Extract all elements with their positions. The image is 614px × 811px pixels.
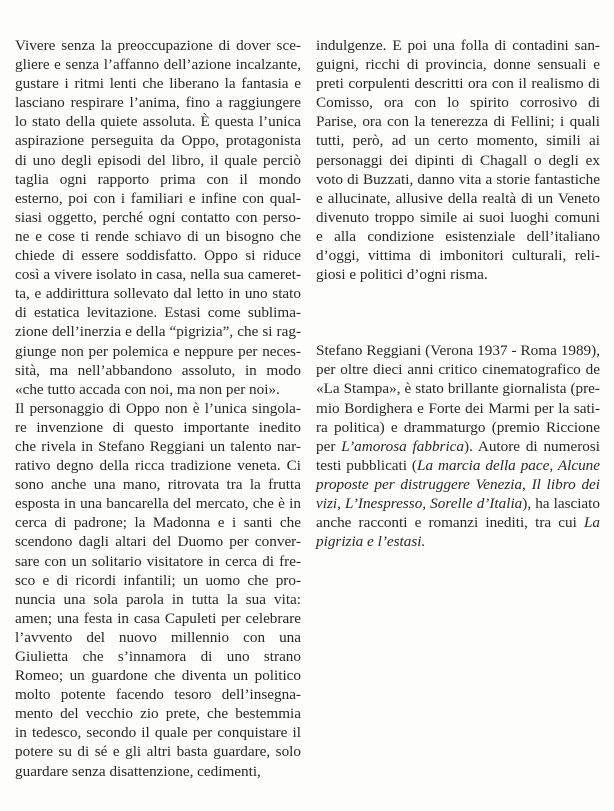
bio-line: «La Stampa», è stato brillante giornalista (pre- [316, 380, 600, 398]
text-line: potere su di sé e gli altri basta guardare, solo [15, 743, 301, 761]
text-line: aspirazione perseguita da Oppo, protagonista [15, 132, 301, 150]
bio-text: ). Autore di numerosi [464, 437, 600, 455]
text-line: e allucinate, allusive della realtà di un Veneto [316, 189, 600, 207]
bio-text: per [316, 437, 342, 455]
text-line: Il personaggio di Oppo non è l’unica singola- [15, 399, 301, 417]
text-line: così a vivere isolato in casa, nella sua cameret- [15, 266, 301, 284]
right-column [316, 36, 600, 551]
text-line: e alla condizione esistenziale dell’italiano [316, 227, 600, 245]
bio-line [316, 494, 600, 513]
text-line: nuncia una sola parola in tutta la sua vita: [15, 590, 301, 608]
text-line: re invenzione di questo importante inedito [15, 418, 301, 436]
bio-text: testi pubblicati ( [316, 456, 417, 474]
text-line: «che tutto accada con noi, ma non per noi». [15, 380, 280, 398]
text-line: siasi oggetto, perché ogni contatto con perso- [15, 208, 301, 226]
text-line: in tedesco, secondo il quale per conquistare il [15, 724, 301, 742]
text-line: giunge non per polemica e neppure per neces- [15, 342, 301, 360]
work-title: pigrizia e l’estasi. [316, 533, 426, 551]
bio-line: per oltre dieci anni critico cinematografico de [316, 361, 600, 379]
bio-line: mio Bordighera e Forte dei Marmi per la sati- [316, 399, 600, 417]
left-column [15, 36, 301, 781]
text-line: sco e di ricordi infantili; un uomo che pro- [15, 571, 301, 589]
text-line: ta, e addirittura sollevato dal letto in uno stato [15, 285, 301, 303]
text-line: scendono dagli altari del Duomo per conver- [15, 533, 301, 551]
text-line: lo stato della quiete assoluta. È questa l’unica [15, 113, 301, 131]
text-line: di uno degli episodi del libro, il quale perciò [15, 151, 301, 169]
bio-line [316, 437, 600, 456]
text-line: divenuto troppo simile ai suoi luoghi comuni [316, 208, 600, 226]
text-line: che rivela in Stefano Reggiani un talento nar- [15, 437, 301, 455]
text-line: di estatica levitazione. Estasi come sublima- [15, 304, 301, 322]
bio-line [316, 456, 600, 475]
bio-line [316, 475, 600, 494]
bio-text: ), ha lasciato [522, 494, 600, 512]
text-line: lasciano respirare l’anima, fino a raggiungere [15, 94, 301, 112]
text-line: Parise, ora con la tenerezza di Fellini; i quali [316, 113, 600, 131]
text-line: molto potente facendo tesoro dell’insegna- [15, 686, 301, 704]
text-line: voto di Buzzati, danno vita a storie fantastiche [316, 170, 600, 188]
text-line: zione dell’inerzia e della “pigrizia”, che si rag- [15, 323, 301, 341]
text-line: Vivere senza la preoccupazione di dover sce- [15, 37, 301, 54]
bio-line [316, 532, 600, 551]
text-line: tutti, però, ad un certo momento, simili ai [316, 132, 600, 150]
text-line: sono anche una mano, ritrovata tra la frutta [15, 476, 301, 494]
text-line: sare con un solitario visitatore in cerca di fre- [15, 552, 301, 570]
bio-text: anche racconti e romanzi inediti, tra cui [316, 514, 584, 532]
text-line: rativo degno della ricca tradizione veneta. Ci [15, 457, 301, 475]
bio-line: ra politica) e drammaturgo (premio Riccione [316, 418, 600, 436]
text-line: Comisso, ora con lo spirito corrosivo di [316, 94, 600, 112]
text-line: sità, ma nell’abbandono assoluto, in modo [15, 361, 301, 379]
text-line: Giulietta che s’innamora di uno strano [15, 648, 301, 665]
text-line: chiede di essere soddisfatto. Oppo si riduce [15, 247, 301, 265]
text-line: preti corpulenti descritti ora con il realismo di [316, 75, 600, 93]
text-line: l’avvento del nuovo millennio con una [15, 628, 301, 646]
text-line: d’oggi, vittima di imbonitori culturali, reli- [316, 247, 600, 265]
text-line: amen; una festa in casa Capuleti per celebrare [15, 609, 301, 627]
text-line: gliere e senza l’affanno dell’azione incalzante, [15, 56, 301, 74]
bio-line: Stefano Reggiani (Verona 1937 - Roma 1989), [316, 342, 600, 360]
text-line: gustare i ritmi lenti che liberano la fantasia e [15, 75, 301, 93]
work-title: vizi, L’Inespresso, Sorelle d’Italia [316, 494, 523, 512]
text-line: personaggi dei dipinti di Chagall o degli ex [316, 151, 600, 169]
work-title: La marcia della pace, Alcune [417, 456, 600, 474]
text-line: indulgenze. E poi una folla di contadini san- [316, 37, 600, 54]
text-line: esposta in una bancarella del mercato, che è in [15, 495, 301, 513]
author-bio [316, 341, 600, 551]
text-line: Romeo; un guardone che diventa un politico [15, 667, 301, 685]
synopsis-continuation [316, 36, 600, 284]
text-line: guigni, ricchi di provincia, donne sensuali e [316, 56, 600, 74]
text-line: cerca di padrone; la Madonna e i santi che [15, 514, 301, 532]
text-line: mento del vecchio zio prete, che bestemmia [15, 705, 301, 723]
text-line: esterno, poi con i familiari e infine con qual- [15, 189, 301, 207]
text-line: guardare senza disattenzione, cedimenti, [15, 762, 261, 780]
text-line: taglia ogni rapporto prima con il mondo [15, 170, 301, 188]
work-title: L’amorosa fabbrica [341, 437, 465, 455]
text-line: ne e cose ti rende schiavo di un bisogno che [15, 227, 301, 245]
bio-line [316, 513, 600, 532]
work-title: proposte per distruggere Venezia, Il libro dei [316, 475, 600, 493]
text-line: giosi e politici d’ogni risma. [316, 266, 488, 284]
work-title: La [583, 514, 600, 532]
